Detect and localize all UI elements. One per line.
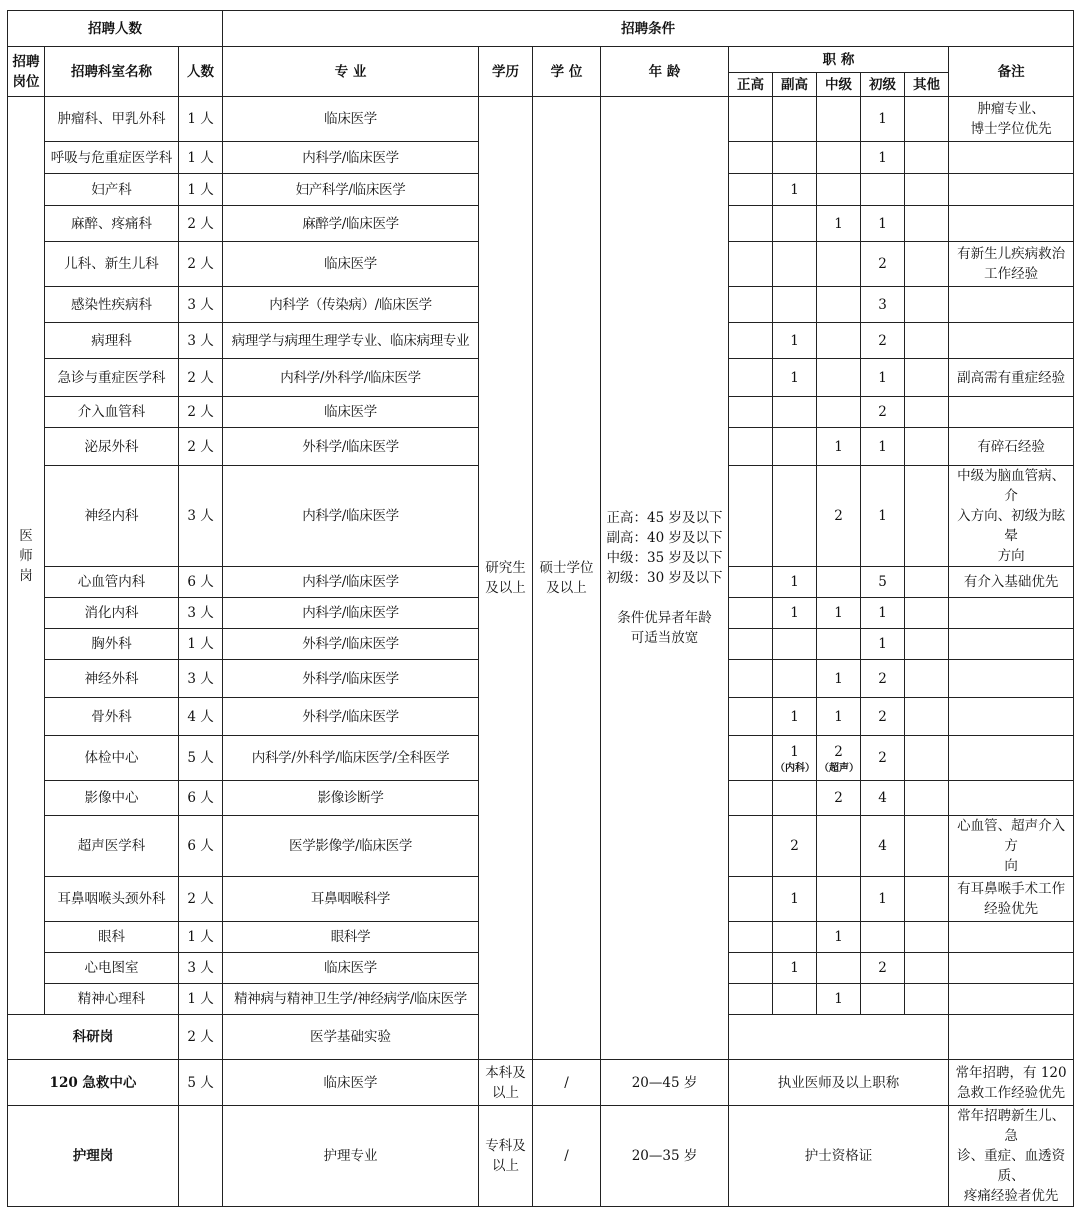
title-qita-count <box>905 877 949 922</box>
title-nursing: 护士资格证 <box>729 1106 949 1207</box>
title-zhenggao-count <box>729 984 773 1015</box>
head-count <box>179 1106 223 1207</box>
head-count: 1 人 <box>179 142 223 174</box>
table-row <box>8 97 1074 142</box>
title-zhenggao-count <box>729 736 773 781</box>
education-nursing: 专科及 以上 <box>479 1106 533 1207</box>
title-chuji-count: 2 <box>861 242 905 287</box>
head-count: 4 人 <box>179 698 223 736</box>
head-count: 1 人 <box>179 629 223 660</box>
title-zhenggao-count <box>729 953 773 984</box>
title-qita-count <box>905 781 949 816</box>
dept-name: 病理科 <box>45 323 179 359</box>
head-count: 2 人 <box>179 359 223 397</box>
education-physician: 研究生 及以上 <box>479 97 533 1060</box>
title-qita-count <box>905 174 949 206</box>
post-physician: 医 师 岗 <box>8 97 45 1015</box>
title-zhongji-subnote: （超声） <box>819 762 860 774</box>
recruitment-table <box>7 10 1074 1207</box>
title-fugao-count: 1 <box>773 598 817 629</box>
title-qita-count <box>905 428 949 466</box>
title-qita-count <box>905 397 949 428</box>
major: 外科学/临床医学 <box>223 629 479 660</box>
title-chuji-count: 2 <box>861 323 905 359</box>
degree-physician: 硕士学位 及以上 <box>533 97 601 1060</box>
head-count: 1 人 <box>179 174 223 206</box>
major: 医学影像学/临床医学 <box>223 816 479 877</box>
title-fugao-count <box>773 206 817 242</box>
major: 眼科学 <box>223 922 479 953</box>
title-qita-count <box>905 466 949 567</box>
title-fugao-subnote: （内科） <box>775 762 816 774</box>
note: 中级为脑血管病、介 入方向、初级为眩晕 方向 <box>949 466 1074 567</box>
head-count: 3 人 <box>179 323 223 359</box>
major: 病理学与病理生理学专业、临床病理专业 <box>223 323 479 359</box>
title-fugao-count <box>773 142 817 174</box>
title-chuji-count: 5 <box>861 567 905 598</box>
note <box>949 736 1074 781</box>
dept-name: 心电图室 <box>45 953 179 984</box>
title-zhongji-count <box>817 736 861 781</box>
title-zhongji-count: 1 <box>817 598 861 629</box>
dept-name: 呼吸与危重症医学科 <box>45 142 179 174</box>
title-fugao-count <box>773 922 817 953</box>
title-chuji-count: 2 <box>861 660 905 698</box>
header-conditions: 招聘条件 <box>223 11 1074 47</box>
head-count: 2 人 <box>179 428 223 466</box>
title-zhenggao-count <box>729 323 773 359</box>
head-count: 6 人 <box>179 816 223 877</box>
title-zhenggao-count <box>729 922 773 953</box>
title-fugao-count <box>773 781 817 816</box>
note <box>949 922 1074 953</box>
title-fugao-count <box>773 397 817 428</box>
title-zhenggao-count <box>729 97 773 142</box>
major: 影像诊断学 <box>223 781 479 816</box>
title-zhongji-count <box>817 629 861 660</box>
title-zhongji-count <box>817 567 861 598</box>
post-research: 科研岗 <box>8 1015 179 1060</box>
title-zhongji-count <box>817 242 861 287</box>
note <box>949 287 1074 323</box>
title-fugao-count: 1 <box>773 953 817 984</box>
dept-name: 心血管内科 <box>45 567 179 598</box>
head-count: 2 人 <box>179 1015 223 1060</box>
title-zhongji-count <box>817 323 861 359</box>
title-fugao-count <box>773 428 817 466</box>
header-degree: 学 位 <box>533 47 601 97</box>
title-zhenggao-count <box>729 698 773 736</box>
title-qita-count <box>905 97 949 142</box>
dept-name: 胸外科 <box>45 629 179 660</box>
header-recruit-count: 招聘人数 <box>8 11 223 47</box>
title-zhongji-count <box>817 953 861 984</box>
dept-name: 神经外科 <box>45 660 179 698</box>
title-zhenggao-count <box>729 428 773 466</box>
note: 有碎石经验 <box>949 428 1074 466</box>
dept-name: 超声医学科 <box>45 816 179 877</box>
head-count: 3 人 <box>179 660 223 698</box>
header-title-zhenggao: 正高 <box>729 73 773 97</box>
title-chuji-count: 1 <box>861 359 905 397</box>
note <box>949 629 1074 660</box>
title-fugao-count <box>773 287 817 323</box>
age-physician: 正高：45 岁及以下 副高：40 岁及以下 中级：35 岁及以下 初级：30 岁及以下 条件优异者年龄 可适当放宽 <box>601 97 729 1060</box>
age-emergency: 20—45 岁 <box>601 1060 729 1106</box>
title-zhenggao-count <box>729 781 773 816</box>
dept-name: 骨外科 <box>45 698 179 736</box>
note <box>949 142 1074 174</box>
major: 临床医学 <box>223 953 479 984</box>
header-dept: 招聘科室名称 <box>45 47 179 97</box>
major: 内科学/临床医学 <box>223 567 479 598</box>
title-fugao-count <box>773 97 817 142</box>
title-zhenggao-count <box>729 174 773 206</box>
title-zhenggao-count <box>729 287 773 323</box>
dept-name: 感染性疾病科 <box>45 287 179 323</box>
title-qita-count <box>905 953 949 984</box>
title-zhongji-count: 1 <box>817 660 861 698</box>
head-count: 6 人 <box>179 781 223 816</box>
major: 麻醉学/临床医学 <box>223 206 479 242</box>
title-zhenggao-count <box>729 242 773 287</box>
major: 临床医学 <box>223 397 479 428</box>
title-fugao-value: 1 <box>790 743 799 760</box>
header-title-chuji: 初级 <box>861 73 905 97</box>
major: 妇产科学/临床医学 <box>223 174 479 206</box>
post-emergency: 120 急救中心 <box>8 1060 179 1106</box>
note-emergency: 常年招聘，有 120 急救工作经验优先 <box>949 1060 1074 1106</box>
title-zhongji-count <box>817 359 861 397</box>
title-emergency: 执业医师及以上职称 <box>729 1060 949 1106</box>
degree-nursing: / <box>533 1106 601 1207</box>
title-fugao-count: 1 <box>773 359 817 397</box>
head-count: 3 人 <box>179 953 223 984</box>
title-chuji-count: 1 <box>861 97 905 142</box>
dept-name: 急诊与重症医学科 <box>45 359 179 397</box>
title-fugao-count: 1 <box>773 877 817 922</box>
head-count: 3 人 <box>179 466 223 567</box>
title-fugao-count <box>773 984 817 1015</box>
title-zhongji-count: 1 <box>817 428 861 466</box>
header-education: 学历 <box>479 47 533 97</box>
note <box>949 781 1074 816</box>
title-zhongji-value: 2 <box>834 743 843 760</box>
head-count: 3 人 <box>179 287 223 323</box>
title-fugao-count <box>773 242 817 287</box>
title-chuji-count: 4 <box>861 781 905 816</box>
head-count: 6 人 <box>179 567 223 598</box>
note <box>949 698 1074 736</box>
title-chuji-count: 3 <box>861 287 905 323</box>
dept-name: 眼科 <box>45 922 179 953</box>
title-empty-research <box>729 1015 949 1060</box>
dept-name: 耳鼻咽喉头颈外科 <box>45 877 179 922</box>
title-zhongji-count <box>817 174 861 206</box>
major: 内科学（传染病）/临床医学 <box>223 287 479 323</box>
head-count: 2 人 <box>179 877 223 922</box>
title-qita-count <box>905 736 949 781</box>
table-body <box>8 11 1074 1207</box>
head-count: 5 人 <box>179 1060 223 1106</box>
head-count: 3 人 <box>179 598 223 629</box>
title-zhongji-count: 1 <box>817 206 861 242</box>
title-qita-count <box>905 567 949 598</box>
title-fugao-count <box>773 629 817 660</box>
dept-name: 体检中心 <box>45 736 179 781</box>
major: 临床医学 <box>223 97 479 142</box>
title-chuji-count: 1 <box>861 142 905 174</box>
title-zhongji-count: 1 <box>817 984 861 1015</box>
age-nursing: 20—35 岁 <box>601 1106 729 1207</box>
note: 有耳鼻喉手术工作 经验优先 <box>949 877 1074 922</box>
education-emergency: 本科及 以上 <box>479 1060 533 1106</box>
title-qita-count <box>905 598 949 629</box>
header-note: 备注 <box>949 47 1074 97</box>
dept-name: 妇产科 <box>45 174 179 206</box>
note: 有介入基础优先 <box>949 567 1074 598</box>
dept-name: 消化内科 <box>45 598 179 629</box>
note <box>949 598 1074 629</box>
title-qita-count <box>905 142 949 174</box>
header-count: 人数 <box>179 47 223 97</box>
note-nursing: 常年招聘新生儿、急 诊、重症、血透资质、 疼痛经验者优先 <box>949 1106 1074 1207</box>
title-chuji-count: 2 <box>861 736 905 781</box>
title-chuji-count <box>861 984 905 1015</box>
dept-name: 泌尿外科 <box>45 428 179 466</box>
title-chuji-count: 2 <box>861 698 905 736</box>
title-qita-count <box>905 984 949 1015</box>
note: 心血管、超声介入方 向 <box>949 816 1074 877</box>
major: 医学基础实验 <box>223 1015 479 1060</box>
header-title-zhongji: 中级 <box>817 73 861 97</box>
table-row-nursing <box>8 1106 1074 1207</box>
header-major: 专 业 <box>223 47 479 97</box>
title-zhenggao-count <box>729 660 773 698</box>
post-nursing: 护理岗 <box>8 1106 179 1207</box>
title-fugao-count <box>773 466 817 567</box>
dept-name: 神经内科 <box>45 466 179 567</box>
title-zhenggao-count <box>729 877 773 922</box>
note <box>949 984 1074 1015</box>
title-chuji-count: 1 <box>861 466 905 567</box>
title-zhenggao-count <box>729 816 773 877</box>
major: 内科学/外科学/临床医学/全科医学 <box>223 736 479 781</box>
title-chuji-count: 2 <box>861 953 905 984</box>
dept-name: 精神心理科 <box>45 984 179 1015</box>
title-zhenggao-count <box>729 629 773 660</box>
recruitment-table-wrapper <box>7 10 1074 1207</box>
head-count: 2 人 <box>179 242 223 287</box>
header-age: 年 龄 <box>601 47 729 97</box>
head-count: 2 人 <box>179 397 223 428</box>
header-row-group <box>8 11 1074 47</box>
title-fugao-count: 1 <box>773 174 817 206</box>
title-fugao-count <box>773 660 817 698</box>
major: 内科学/临床医学 <box>223 466 479 567</box>
title-qita-count <box>905 287 949 323</box>
note <box>949 206 1074 242</box>
title-zhongji-count <box>817 877 861 922</box>
header-row-columns <box>8 47 1074 73</box>
major: 临床医学 <box>223 242 479 287</box>
dept-name: 麻醉、疼痛科 <box>45 206 179 242</box>
major: 内科学/临床医学 <box>223 142 479 174</box>
title-zhongji-count <box>817 397 861 428</box>
title-zhongji-count: 2 <box>817 466 861 567</box>
title-chuji-count <box>861 174 905 206</box>
title-zhongji-count <box>817 97 861 142</box>
note-empty-research <box>949 1015 1074 1060</box>
title-fugao-count: 1 <box>773 567 817 598</box>
title-chuji-count: 1 <box>861 428 905 466</box>
title-zhenggao-count <box>729 567 773 598</box>
title-fugao-count <box>773 736 817 781</box>
major: 外科学/临床医学 <box>223 698 479 736</box>
title-zhongji-count: 1 <box>817 922 861 953</box>
title-fugao-count: 1 <box>773 323 817 359</box>
note <box>949 660 1074 698</box>
note: 副高需有重症经验 <box>949 359 1074 397</box>
head-count: 5 人 <box>179 736 223 781</box>
note: 有新生儿疾病救治 工作经验 <box>949 242 1074 287</box>
title-zhongji-count <box>817 287 861 323</box>
title-zhenggao-count <box>729 359 773 397</box>
title-qita-count <box>905 816 949 877</box>
title-zhenggao-count <box>729 598 773 629</box>
title-chuji-count: 4 <box>861 816 905 877</box>
dept-name: 介入血管科 <box>45 397 179 428</box>
title-qita-count <box>905 629 949 660</box>
dept-name: 儿科、新生儿科 <box>45 242 179 287</box>
header-post: 招聘 岗位 <box>8 47 45 97</box>
title-qita-count <box>905 922 949 953</box>
major: 耳鼻咽喉科学 <box>223 877 479 922</box>
title-chuji-count: 1 <box>861 598 905 629</box>
title-qita-count <box>905 660 949 698</box>
header-title-qita: 其他 <box>905 73 949 97</box>
major: 内科学/临床医学 <box>223 598 479 629</box>
title-zhenggao-count <box>729 466 773 567</box>
title-chuji-count: 1 <box>861 206 905 242</box>
title-chuji-count: 2 <box>861 397 905 428</box>
major: 精神病与精神卫生学/神经病学/临床医学 <box>223 984 479 1015</box>
title-qita-count <box>905 323 949 359</box>
title-zhongji-count <box>817 142 861 174</box>
title-qita-count <box>905 698 949 736</box>
title-qita-count <box>905 206 949 242</box>
head-count: 1 人 <box>179 922 223 953</box>
title-fugao-count: 1 <box>773 698 817 736</box>
head-count: 1 人 <box>179 97 223 142</box>
note <box>949 323 1074 359</box>
table-row-emergency <box>8 1060 1074 1106</box>
note <box>949 174 1074 206</box>
title-qita-count <box>905 359 949 397</box>
note <box>949 953 1074 984</box>
title-fugao-count: 2 <box>773 816 817 877</box>
degree-emergency: / <box>533 1060 601 1106</box>
title-zhenggao-count <box>729 142 773 174</box>
title-zhenggao-count <box>729 206 773 242</box>
title-zhongji-count: 1 <box>817 698 861 736</box>
title-qita-count <box>905 242 949 287</box>
title-zhongji-count: 2 <box>817 781 861 816</box>
head-count: 1 人 <box>179 984 223 1015</box>
dept-name: 影像中心 <box>45 781 179 816</box>
dept-name: 肿瘤科、甲乳外科 <box>45 97 179 142</box>
title-zhongji-count <box>817 816 861 877</box>
title-chuji-count: 1 <box>861 629 905 660</box>
major: 临床医学 <box>223 1060 479 1106</box>
header-title-fugao: 副高 <box>773 73 817 97</box>
title-chuji-count <box>861 922 905 953</box>
note: 肿瘤专业、 博士学位优先 <box>949 97 1074 142</box>
title-zhenggao-count <box>729 397 773 428</box>
major: 外科学/临床医学 <box>223 660 479 698</box>
major: 内科学/外科学/临床医学 <box>223 359 479 397</box>
major: 护理专业 <box>223 1106 479 1207</box>
note <box>949 397 1074 428</box>
header-title: 职 称 <box>729 47 949 73</box>
major: 外科学/临床医学 <box>223 428 479 466</box>
head-count: 2 人 <box>179 206 223 242</box>
title-chuji-count: 1 <box>861 877 905 922</box>
